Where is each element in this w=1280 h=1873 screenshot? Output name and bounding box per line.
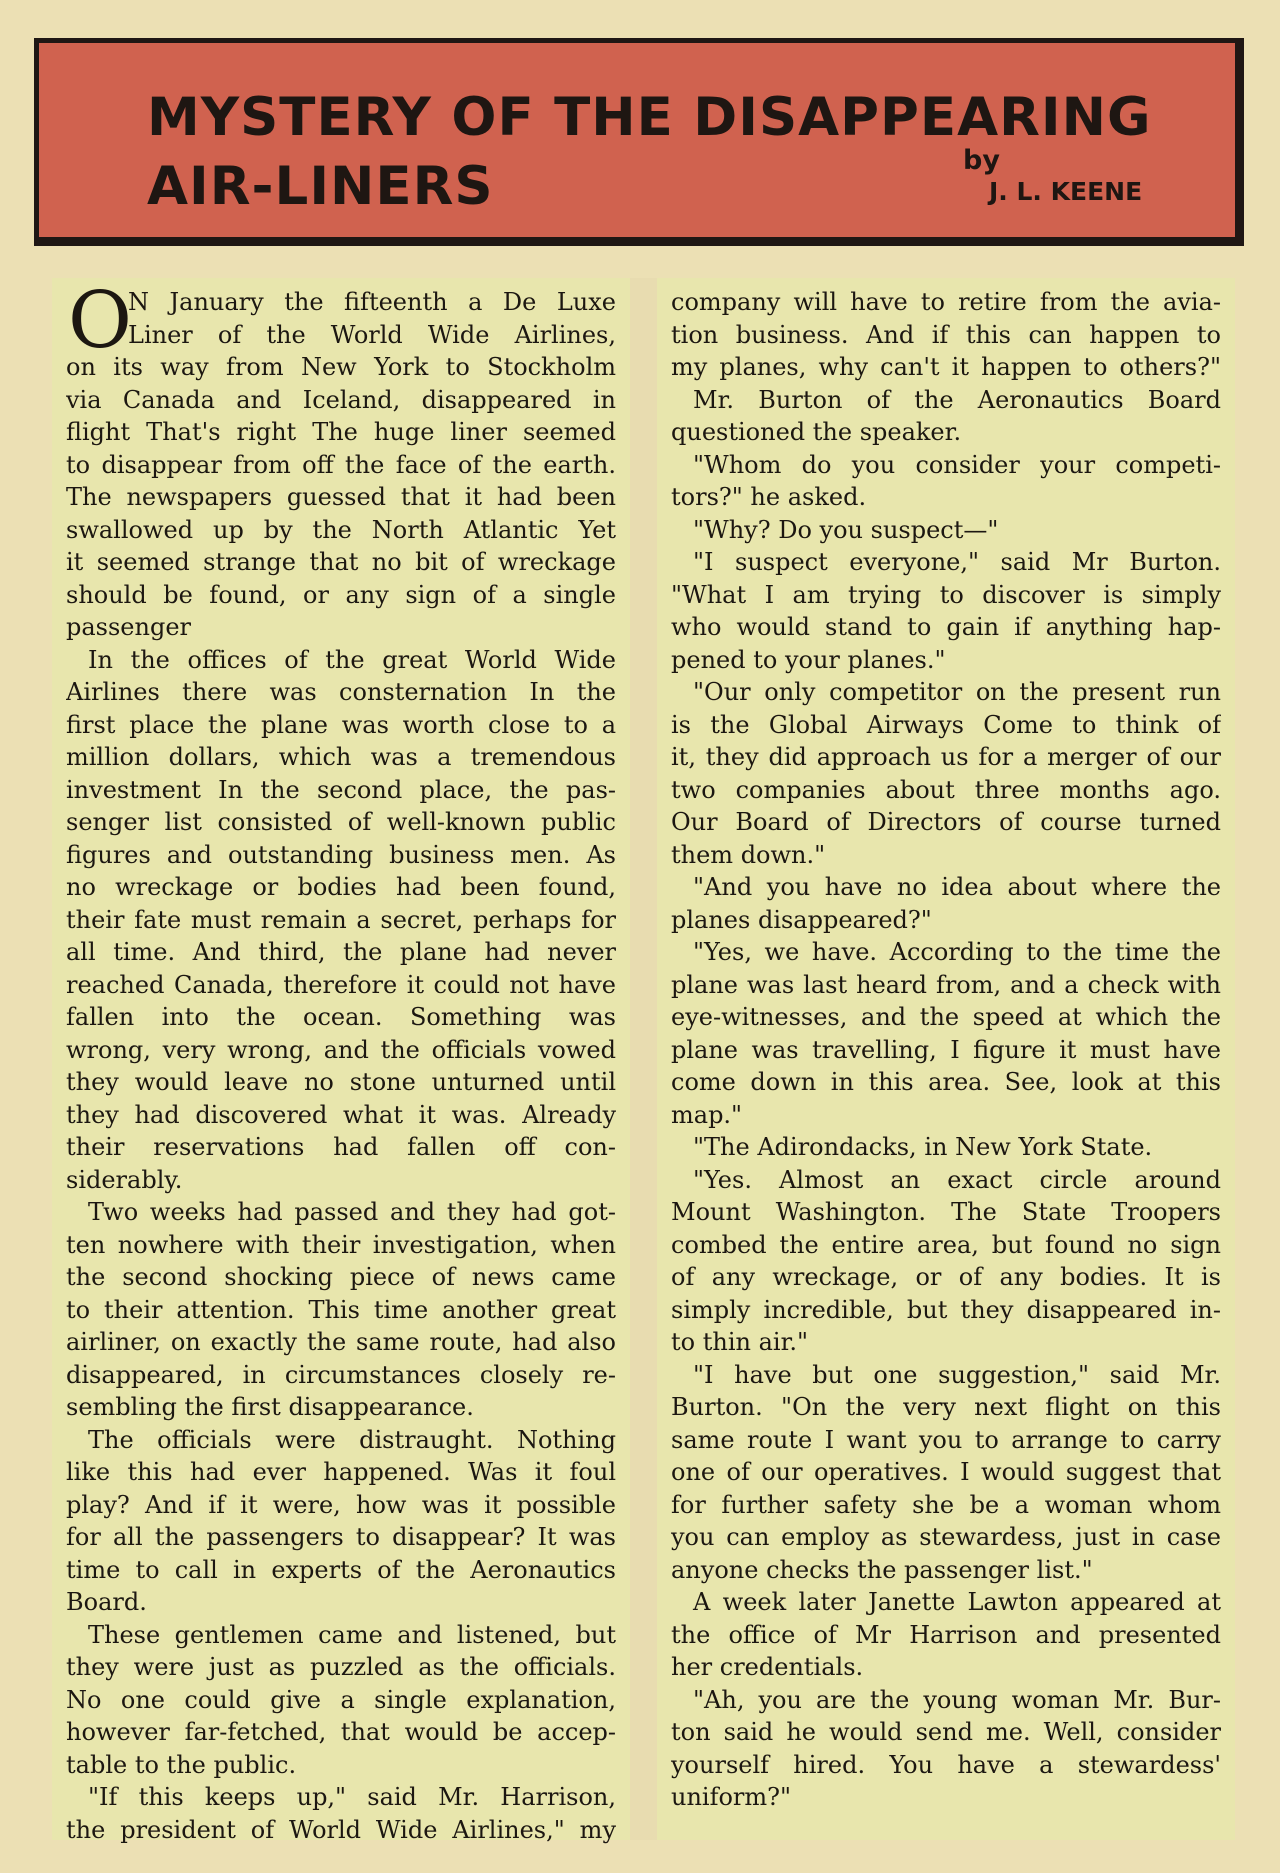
- text-line: via Canada and Iceland, disappeared in: [66, 385, 616, 414]
- text-line: senger list consisted of well-known public: [66, 808, 616, 836]
- text-line: A week later Janette Lawton appeared at: [693, 1588, 1221, 1616]
- text-line: table to the public.: [66, 1750, 297, 1779]
- text-line: Liner of the World Wide Airlines,: [128, 320, 616, 349]
- text-line: come down in this area. See, look at this: [671, 1068, 1221, 1096]
- text-line: their reservations had fallen off con-: [66, 1133, 616, 1161]
- story-title-line-1: MYSTERY OF THE DISAPPEARING: [147, 87, 1152, 148]
- text-line: million dollars, which was a tremendous: [66, 743, 616, 771]
- text-line: N January the fifteenth a De Luxe: [128, 288, 616, 316]
- text-line: my planes, why can't it happen to others?": [671, 353, 1221, 381]
- text-line: "The Adirondacks, in New York State.: [693, 1133, 1153, 1161]
- text-line: Mr. Burton of the Aeronautics Board: [693, 385, 1221, 414]
- text-line: siderably.: [66, 1165, 183, 1194]
- text-line: map.": [671, 1100, 743, 1129]
- text-line: to disappear from off the face of the earth.: [66, 450, 616, 479]
- text-line: they were just as puzzled as the officials.: [66, 1653, 616, 1681]
- text-line: "I have but one suggestion," said Mr.: [693, 1360, 1221, 1389]
- text-line: In the offices of the great World Wide: [88, 645, 616, 674]
- text-line: "Our only competitor on the present run: [693, 678, 1221, 706]
- text-line: all time. And third, the plane had never: [66, 938, 616, 966]
- text-line: for further safety she be a woman whom: [671, 1490, 1221, 1519]
- text-line: anyone checks the passenger list.": [671, 1555, 1093, 1584]
- text-line: first place the plane was worth close to a: [66, 710, 616, 739]
- text-line: combed the entire area, but found no sign: [671, 1230, 1221, 1259]
- text-line: on its way from New York to Stockholm: [66, 353, 616, 381]
- text-line: The officials were distraught. Nothing: [88, 1425, 616, 1454]
- text-line: to their attention. This time another great: [66, 1295, 616, 1324]
- text-line: the office of Mr Harrison and presented: [671, 1620, 1221, 1649]
- text-line: "Why? Do you suspect—": [693, 515, 999, 544]
- text-line: time to call in experts of the Aeronautics: [66, 1555, 616, 1584]
- text-line: Two weeks had passed and they had got-: [88, 1198, 616, 1226]
- story-title-line-2: AIR-LINERS: [147, 156, 494, 217]
- text-line: of any wreckage, or of any bodies. It is: [671, 1263, 1221, 1291]
- column-gutter: [630, 278, 657, 1840]
- text-line: ton said he would send me. Well, consider: [671, 1718, 1221, 1746]
- text-line: company will have to retire from the avia-: [671, 288, 1221, 316]
- text-line: uniform?": [671, 1783, 792, 1811]
- text-line: for all the passengers to disappear? It was: [66, 1523, 616, 1551]
- text-line: their fate must remain a secret, perhaps for: [66, 905, 616, 934]
- text-line: planes disappeared?": [671, 905, 932, 934]
- text-line: the president of World Wide Airlines," my: [66, 1815, 616, 1844]
- author-name: J. L. KEENE: [989, 177, 1143, 206]
- text-line: simply incredible, but they disappeared in-: [671, 1295, 1221, 1324]
- text-line: should be found, or any sign of a single: [66, 580, 616, 609]
- byline-label: by: [963, 145, 1000, 176]
- text-line: "Ah, you are the young woman Mr. Bur-: [693, 1685, 1221, 1714]
- text-line: however far-fetched, that would be accep-: [66, 1718, 616, 1746]
- text-line: play? And if it were, how was it possible: [66, 1490, 616, 1519]
- text-line: "Yes, we have. According to the time the: [693, 938, 1221, 966]
- text-line: you can employ as stewardess, just in case: [671, 1523, 1221, 1551]
- right-text-column: [657, 278, 1235, 1840]
- text-line: they would leave no stone unturned until: [66, 1068, 616, 1096]
- text-line: fallen into the ocean. Something was: [66, 1003, 616, 1031]
- text-line: two companies about three months ago.: [671, 775, 1221, 804]
- text-line: Board.: [66, 1588, 147, 1616]
- text-line: disappeared, in circumstances closely re-: [66, 1360, 616, 1389]
- text-line: plane was travelling, I figure it must have: [671, 1035, 1221, 1064]
- text-line: swallowed up by the North Atlantic Yet: [66, 515, 616, 544]
- left-text-column: [52, 278, 630, 1844]
- text-line: them down.": [671, 840, 826, 869]
- text-line: yourself hired. You have a stewardess': [671, 1750, 1221, 1779]
- text-line: Burton. "On the very next flight on this: [671, 1393, 1221, 1421]
- text-line: one of our operatives. I would suggest that: [671, 1458, 1221, 1486]
- text-line: no wreckage or bodies had been found,: [66, 873, 616, 901]
- text-line: is the Global Airways Come to think of: [671, 710, 1221, 739]
- text-line: Our Board of Directors of course turned: [671, 808, 1221, 836]
- text-line: "And you have no idea about where the: [693, 873, 1221, 901]
- text-line: passenger: [66, 613, 192, 641]
- text-line: investment In the second place, the pas-: [66, 775, 616, 804]
- text-line: These gentlemen came and listened, but: [88, 1620, 616, 1649]
- text-line: airliner, on exactly the same route, had also: [66, 1328, 616, 1356]
- text-line: The newspapers guessed that it had been: [66, 483, 616, 511]
- text-line: No one could give a single explanation,: [66, 1685, 616, 1714]
- text-line: sembling the first disappearance.: [66, 1393, 474, 1421]
- drop-cap: O: [68, 276, 132, 366]
- text-line: to thin air.": [671, 1328, 809, 1356]
- text-line: plane was last heard from, and a check with: [671, 970, 1221, 999]
- text-line: questioned the speaker.: [671, 418, 962, 446]
- text-line: figures and outstanding business men. As: [66, 840, 616, 869]
- text-line: "What I am trying to discover is simply: [671, 580, 1221, 609]
- text-line: flight That's right The huge liner seemed: [66, 418, 616, 446]
- title-banner: [34, 38, 1244, 246]
- text-line: Mount Washington. The State Troopers: [671, 1198, 1221, 1226]
- text-line: ten nowhere with their investigation, when: [66, 1230, 616, 1259]
- text-line: eye-witnesses, and the speed at which the: [671, 1003, 1221, 1031]
- text-line: tion business. And if this can happen to: [671, 320, 1221, 349]
- text-line: wrong, very wrong, and the officials vowed: [66, 1035, 616, 1064]
- text-line: "Whom do you consider your competi-: [693, 450, 1221, 479]
- text-line: "I suspect everyone," said Mr Burton.: [693, 548, 1221, 576]
- text-line: reached Canada, therefore it could not have: [66, 970, 616, 999]
- text-line: Airlines there was consternation In the: [66, 678, 616, 706]
- text-line: "If this keeps up," said Mr. Harrison,: [88, 1783, 616, 1811]
- text-line: same route I want you to arrange to carry: [671, 1425, 1221, 1454]
- text-line: who would stand to gain if anything hap-: [671, 613, 1221, 641]
- text-line: "Yes. Almost an exact circle around: [693, 1165, 1221, 1194]
- text-line: it seemed strange that no bit of wreckage: [66, 548, 616, 576]
- text-line: tors?" he asked.: [671, 483, 867, 511]
- text-line: they had discovered what it was. Already: [66, 1100, 616, 1129]
- text-line: pened to your planes.": [671, 645, 946, 674]
- text-line: her credentials.: [671, 1653, 864, 1681]
- text-line: the second shocking piece of news came: [66, 1263, 616, 1291]
- text-line: it, they did approach us for a merger of our: [671, 743, 1221, 771]
- text-line: like this had ever happened. Was it foul: [66, 1458, 616, 1486]
